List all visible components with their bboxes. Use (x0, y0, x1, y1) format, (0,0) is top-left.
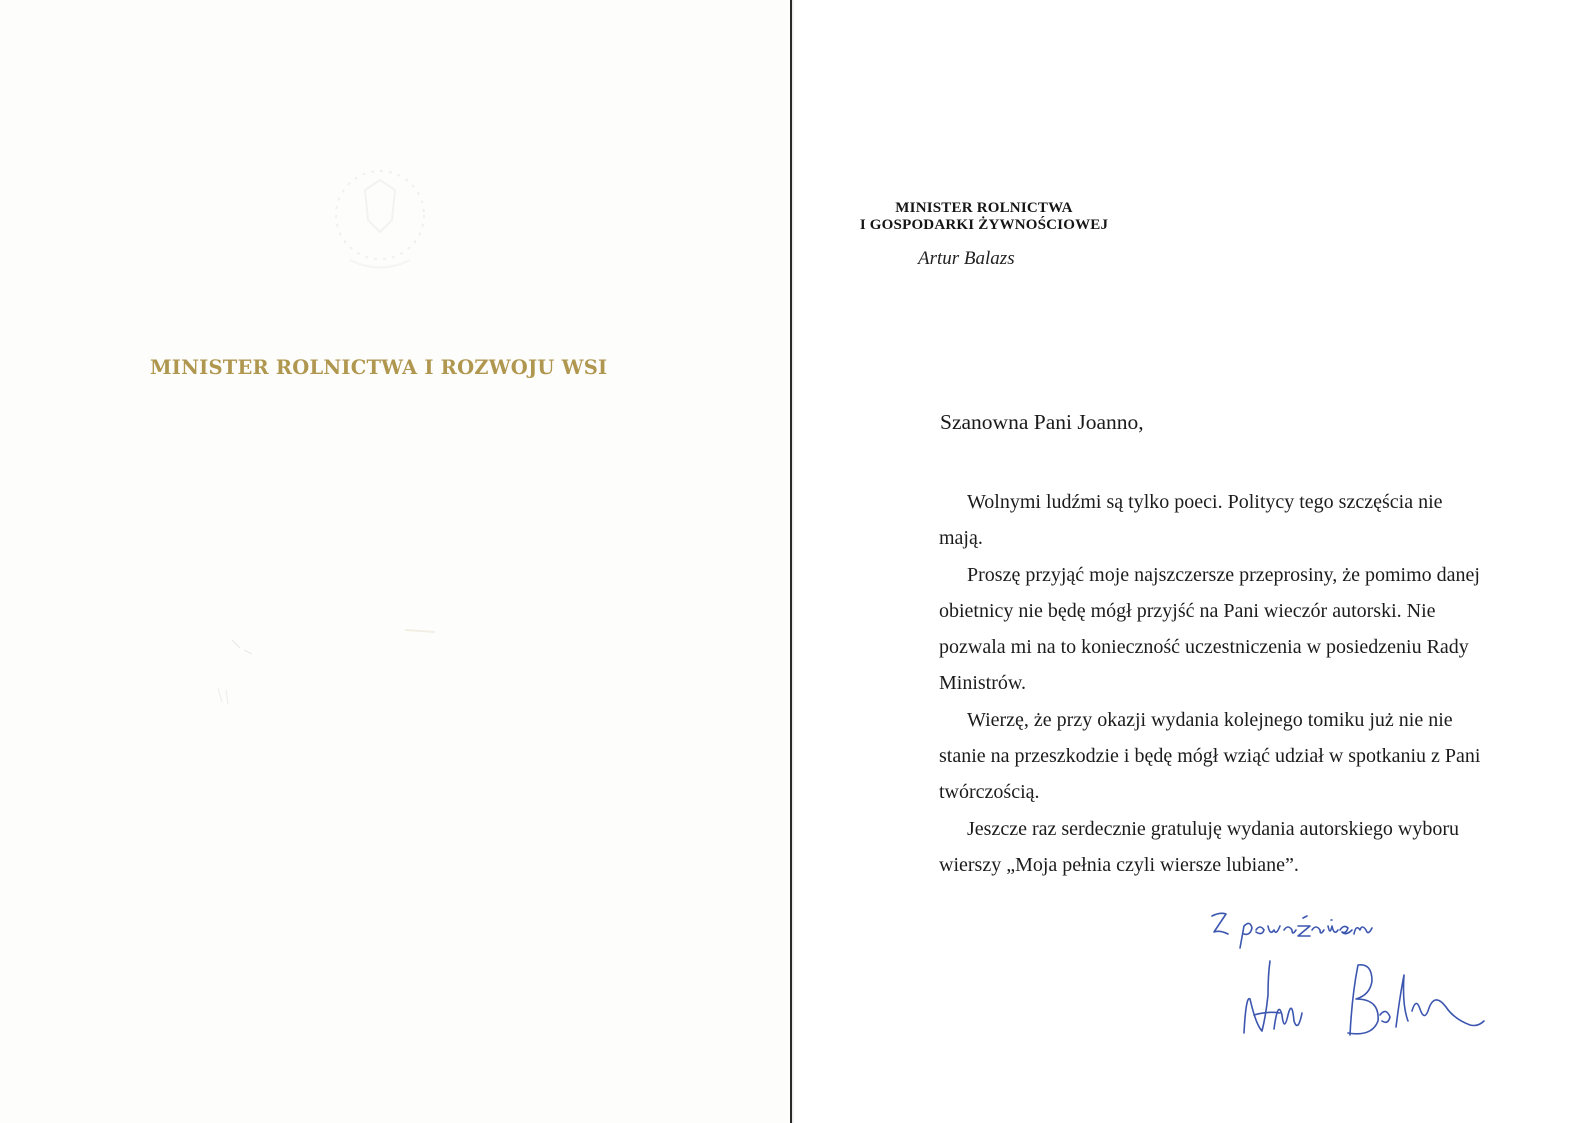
letterhead-line-1: MINISTER ROLNICTWA (895, 200, 1073, 216)
letter-paragraph-4: Jeszcze raz serdecznie gratuluję wydania autorskiego wyboru wierszy „Moja pełnia czyli wiersze lubiane”. (939, 817, 1460, 876)
letterhead (834, 200, 1134, 234)
author-name: Artur Balazs (918, 248, 1015, 269)
handwritten-closing (1206, 908, 1376, 952)
faint-emblem-icon (320, 160, 440, 280)
handwritten-signature (1240, 955, 1490, 1043)
letter-body (939, 484, 1484, 883)
paper-specks (200, 610, 460, 730)
left-page (0, 0, 790, 1123)
letter-paragraph-3: Wierzę, że przy okazji wydania kolejnego tomiku już nie nie stanie na przeszkodzie i będę mógł wziąć udział w spotkaniu z Pani twórczością. (939, 708, 1481, 804)
letter-paragraph-1: Wolnymi ludźmi są tylko poeci. Politycy tego szczęścia nie mają. (939, 491, 1443, 550)
salutation: Szanowna Pani Joanno, (940, 410, 1144, 434)
cover-title: MINISTER ROLNICTWA I ROZWOJU WSI (150, 356, 608, 379)
letterhead-line-2: I GOSPODARKI ŻYWNOŚCIOWEJ (859, 217, 1109, 233)
letter-paragraph-2: Proszę przyjąć moje najszczersze przeprosiny, że pomimo danej obietnicy nie będę mógł przyjść na Pani wieczór autorski. Nie pozwala mi na to konieczność uczestniczenia w posiedzeniu Rady Ministrów. (939, 563, 1480, 695)
